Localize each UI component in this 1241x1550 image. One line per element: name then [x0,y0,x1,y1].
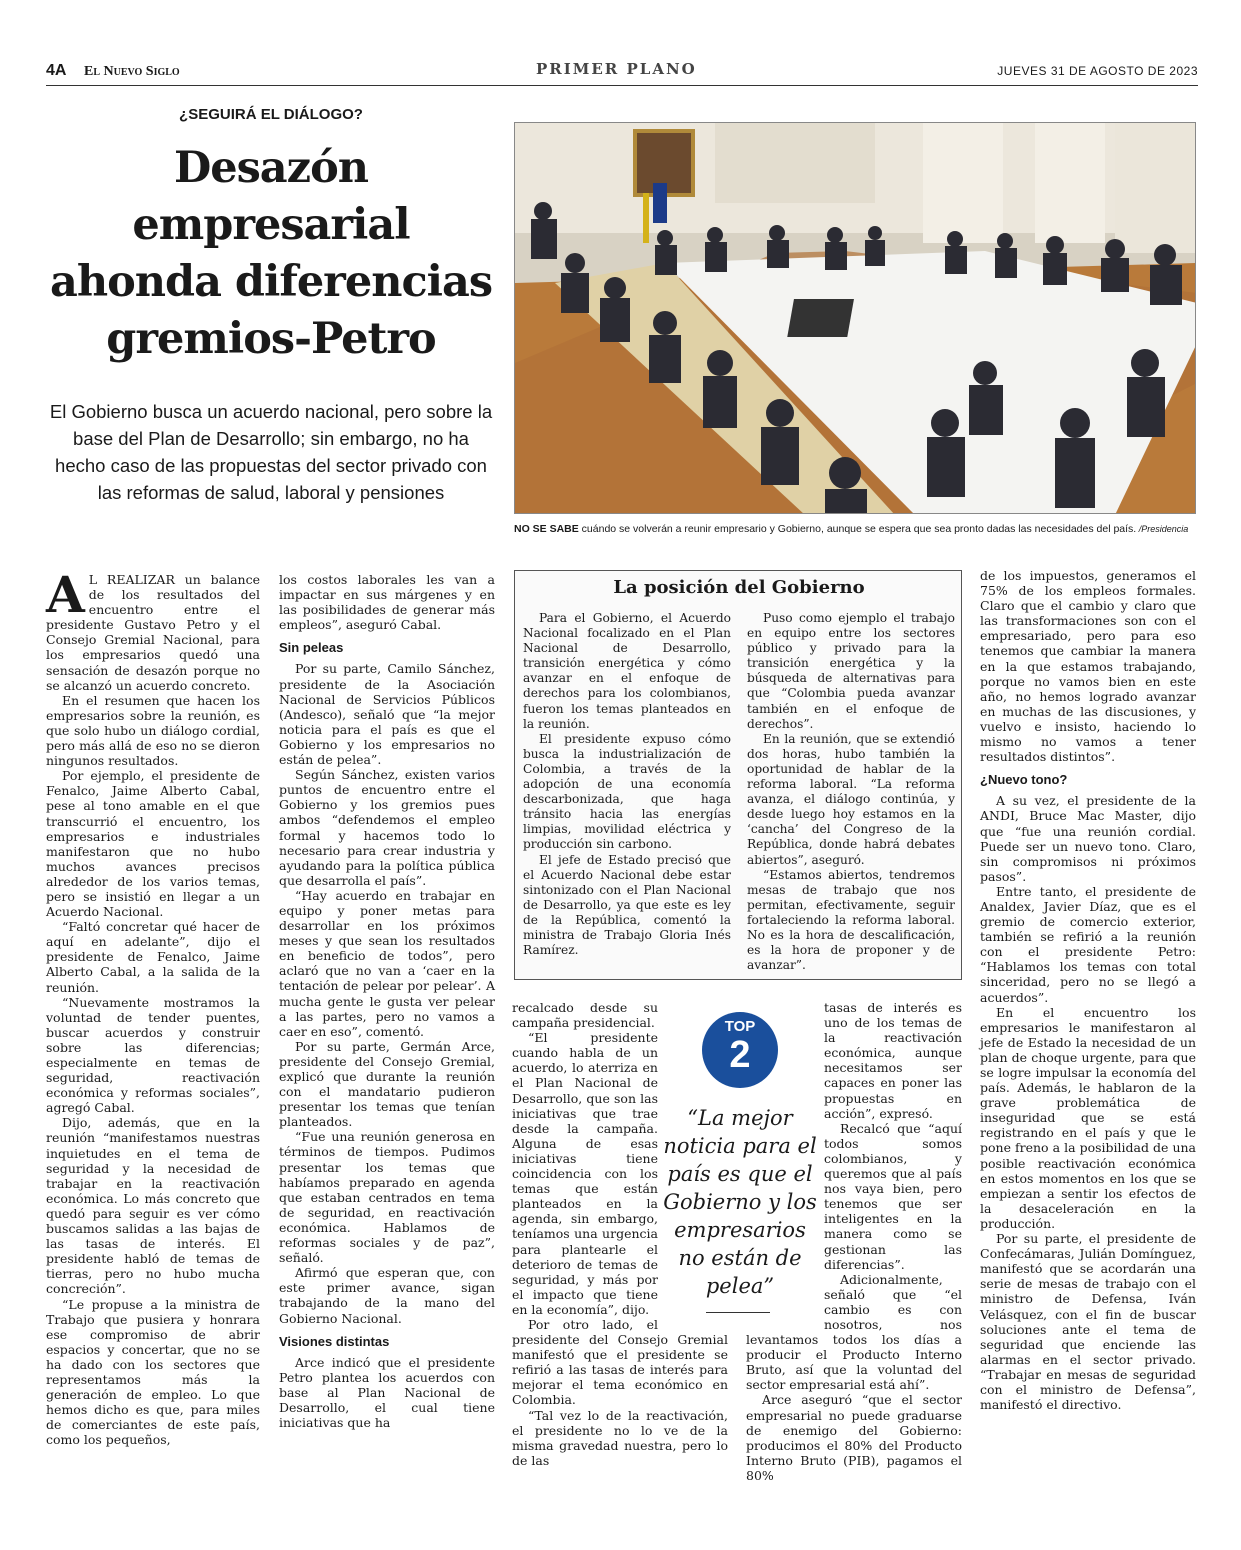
paragraph: Dijo, además, que en la reunión “manifestamos nuestras inquietudes en el tema de seguridad y la necesidad de trabajar en la reactivación económica. Lo más concreto que quedó para seguir es ver cómo buscamos salidas a las bajas de las tasas de interés. El presidente habló de temas de tierras, pero no hubo mucha concreción”. [46,1115,260,1297]
kicker: ¿SEGUIRÁ EL DIÁLOGO? [179,106,363,123]
paragraph: Arce aseguró “que el sector empresarial no puede graduarse de enemigo del Gobierno: producimos el 80% del Producto Interno Bruto (PIB), pagamos el 80% [746,1392,962,1483]
paragraph: Según Sánchez, existen varios puntos de encuentro entre el Gobierno y los gremios pues ambos “defendemos el empleo formal y hacemos todo lo necesario para crear industria y ayudando para la política pública que desarrolla el país”. [279,767,495,888]
sidebar-column-a [523,611,731,958]
paragraph: “Nuevamente mostramos la voluntad de tender puentes, buscar acuerdos y construir sobre las diferencias; especialmente en temas de seguridad, reactivación económica y reformas sociales”, agregó Cabal. [46,994,260,1116]
sidebar-title: La posición del Gobierno [613,577,865,598]
deck: El Gobierno busca un acuerdo nacional, pero sobre la base del Plan de Desarrollo; sin embargo, no ha hecho caso de las propuestas del sector privado con las reformas de salud, laboral y pensiones [49,401,493,503]
pull-quote-rule [706,1312,770,1313]
paragraph: Para el Gobierno, el Acuerdo Nacional focalizado en el Plan Nacional de Desarrollo, transición energética y cómo avanzar en el enfoque de derechos para los colombianos, fueron los temas planteados en la reunión. [523,611,731,731]
paragraph: En el encuentro los empresarios le manifestaron al jefe de Estado la necesidad de un plan de choque urgente, para que se logre impulsar la economía del país. Además, le hablaron de la grave problemática de inseguridad que se está registrando en el país y que le pone freno a la posibilidad de una posible reactivación económica en estos momentos en los que se empiezan a sentir los efectos de la desaceleración en la producción. [980,1004,1196,1231]
photo-credit: /Presidencia [1136,524,1189,534]
paragraph: “Estamos abiertos, tendremos mesas de trabajo que nos permitan, efectivamente, seguir fortaleciendo la reforma laboral. No es la hora de descalificación, es la hora de proponer y de avanzar”. [747,867,955,973]
top-label: TOP [724,1018,756,1035]
sidebar-column-b [747,611,955,973]
newspaper-name: El Nuevo Siglo [84,64,180,79]
paragraph: Adicionalmente, señaló que “el cambio es con nosotros, nos levantamos todos los días a producir el Producto Interno Bruto, así que la voluntad del sector empresarial está ahí”. [746,1271,962,1393]
article-column-1 [46,565,260,1448]
paragraph: Por otro lado, el presidente del Consejo Gremial manifestó que el presidente se refirió a las tasas de interés para mejorar el tema económico en Colombia. [512,1316,728,1408]
subhead-nuevo-tono: ¿Nuevo tono? [980,772,1068,788]
paragraph: Por su parte, Camilo Sánchez, presidente de la Asociación Nacional de Servicios Públicos (Andesco), señaló que “la mejor noticia para el país es que el Gobierno y los empresarios no están de pelea”. [279,661,495,768]
article-column-5 [980,568,1196,1412]
caption-lead: NO SE SABE [514,523,579,535]
subhead-sin-peleas: Sin peleas [279,640,344,656]
paragraph: “El presidente cuando habla de un acuerdo, lo aterriza en el Plan Nacional de Desarrollo, que son las iniciativas que trae desde la campaña. Alguna de esas iniciativas tiene coincidencia con los temas que están planteados en la agenda, sin embargo, teníamos una urgencia para plantearle el deterioro de temas de seguridad, y más por el impacto que tiene en la economía”, dijo. [512,1030,658,1317]
meeting-photo [514,122,1196,514]
caption-text: cuándo se volverán a reunir empresario y Gobierno, aunque se espera que sea pronto dadas las necesidades del país. [578,523,1137,535]
top-number: 2 [729,1034,751,1076]
paragraph: “Le propuse a la ministra de Trabajo que pusiera y honrara ese compromiso de abrir espacios y concertar, que no se ha dado con los sectores que representamos más la generación de empleo. Lo que hemos dicho es que, para miles de comerciantes de este país, como los pequeños, [46,1296,260,1448]
pull-quote: “La mejor noticia para el país es que el Gobierno y los empresarios no están de pelea” [663,1106,817,1298]
paragraph: Por ejemplo, el presidente de Fenalco, Jaime Alberto Cabal, pese al tono amable en el que transcurrió el encuentro, los empresarios e industriales manifestaron que no hubo muchos avances precisos alrededor de los varios temas, pero se insistió en llegar a un Acuerdo Nacional. [46,768,260,920]
paragraph: A L REALIZAR un balance de los resultados del encuentro entre el presidente Gustavo Petro y el Consejo Gremial Nacional, para los empresarios quedó una sensación de desazón porque no se alcanzó un acuerdo concreto. [46,565,260,693]
article-column-2 [279,572,495,1430]
paragraph: Por su parte, Germán Arce, presidente del Consejo Gremial, explicó que durante la reunión con el mandatario pudieron presentar los temas que tenían planteados. [279,1038,495,1130]
paragraph: En el resumen que hacen los empresarios sobre la reunión, es que solo hubo un diálogo cordial, pero más allá de eso no se dieron ningunos resultados. [46,692,260,769]
paragraph: “Fue una reunión generosa en términos de tiempos. Pudimos presentar los temas que habíamos preparado en agenda que estaban centrados en tema de seguridad, en reactivación económica. Hablamos de reformas sociales y de paz”, señaló. [279,1129,495,1266]
paragraph: Recalcó que “aquí todos somos colombianos, y queremos que al país nos vaya bien, pero tenemos que ser inteligentes en la manera como se gestionan las diferencias”. [824,1120,962,1272]
page-header [46,60,1198,86]
sidebar-box [514,570,962,980]
paragraph: Arce indicó que el presidente Petro plantea los acuerdos con base al Plan Nacional de Desarrollo, el cual tiene iniciativas que ha [279,1354,495,1431]
headline: Desazón empresarial ahonda diferencias gremios-Petro [49,143,493,364]
paragraph: los costos laborales les van a impactar en sus márgenes y en las posibilidades de generar más empleos”, aseguró Cabal. [279,572,495,633]
paragraph: Afirmó que esperan que, con este primer avance, sigan trabajando de la mano del Gobierno Nacional. [279,1265,495,1326]
section-title: PRIMER PLANO [536,60,697,78]
subhead-visiones-distintas: Visiones distintas [279,1333,390,1349]
paragraph: Entre tanto, el presidente de Analdex, Javier Díaz, que es el gremio de comercio exterior, también se refirió a la reunión con el presidente Petro: “Hablamos los temas con total sinceridad, pero no se llegó a acuerdos”. [980,883,1196,1005]
paragraph: “Hay acuerdo en trabajar en equipo y poner metas para desarrollar en los próximos meses y que sean los resultados en beneficio de todos”, pero aclaró que no van a ‘caer en la tentación de pelear por pelear’. A mucha gente le gusta ver pelear a las partes, pero no vamos a caer en eso”, comentó. [279,887,495,1039]
issue-date: JUEVES 31 DE AGOSTO DE 2023 [997,64,1198,78]
paragraph: “Tal vez lo de la reactivación, el presidente no lo ve de la misma gravedad nuestra, pero lo de las [512,1407,728,1468]
meeting-photo-illustration [515,123,1196,514]
top-2-badge [702,1012,778,1088]
paragraph: “Faltó concretar qué hacer de aquí en adelante”, dijo el presidente de Fenalco, Jaime Alberto Cabal, a la salida de la reunión. [46,919,260,995]
dropcap: A [46,565,85,624]
paragraph: En la reunión, que se extendió dos horas, hubo también la oportunidad de hablar de la reforma laboral. “La reforma avanza, el diálogo continúa, y desde luego hoy estamos en la ‘cancha’ del Congreso de la República, donde habrá debates abiertos”, aseguró. [747,731,955,867]
paragraph: de los impuestos, generamos el 75% de los empleos formales. Claro que el cambio y claro que las transformaciones son con el empresariado, pero para eso tenemos que cambiar la manera en la que estamos trabajando, porque no vamos bien en este año, no hemos logrado avanzar en muchas de las discusiones, y vuelvo e insisto, haciendo lo mismo no vamos a tener resultados distintos”. [980,568,1196,765]
paragraph: tasas de interés es uno de los temas de la reactivación económica, aunque necesitamos ser capaces en poner las propuestas en acción”, expresó. [824,1000,962,1121]
paragraph: Por su parte, el presidente de Confecámaras, Julián Domínguez, manifestó que se acordarán una serie de mesas de trabajo con el ministro de Defensa, Iván Velásquez, con el fin de buscar soluciones ante el tema de seguridad que enciende las alarmas en el sector privado. “Trabajar en mesas de seguridad con el ministro de Defensa”, manifestó el directivo. [980,1231,1196,1413]
page-number: 4A [46,62,67,79]
paragraph: recalcado desde su campaña presidencial. [512,1000,658,1031]
paragraph: El jefe de Estado precisó que el Acuerdo Nacional debe estar sintonizado con el Plan Nacional de Desarrollo, ya que este es ley de la República, comentó la ministra de Trabajo Gloria Inés Ramírez. [523,852,731,958]
paragraph: Puso como ejemplo el trabajo en equipo entre los sectores público y privado para la transición energética y la búsqueda de alternativas para que “Colombia pueda avanzar también en el enfoque de derechos”. [747,611,955,731]
paragraph: El presidente expuso cómo busca la industrialización de Colombia, a través de la adopción de una economía descarbonizada, que haga tránsito hacia las energías limpias, movilidad eléctrica y producción sin carbono. [523,731,731,852]
paragraph: A su vez, el presidente de la ANDI, Bruce Mac Master, dijo que “fue una reunión cordial. Puede ser un nuevo tono. Claro, sin compromisos ni próximos pasos”. [980,793,1196,884]
photo-caption [514,522,1196,536]
